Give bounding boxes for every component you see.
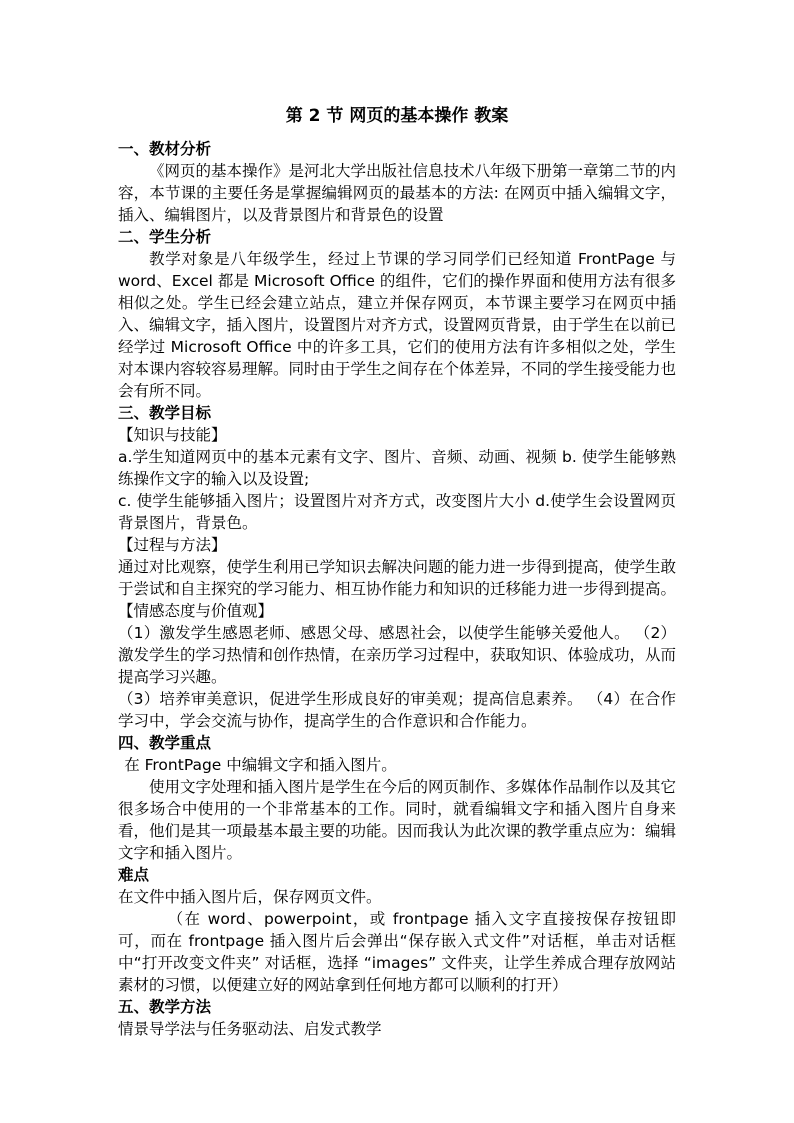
- label-attitude-values: 【情感态度与价值观】: [118, 602, 274, 620]
- section-heading-teaching-goals: 三、教学目标: [118, 404, 212, 422]
- section-heading-difficulty: 难点: [118, 866, 150, 884]
- section-heading-key-points: 四、教学重点: [118, 734, 212, 752]
- section-heading-student-analysis: 二、学生分析: [118, 228, 212, 246]
- label-process-method: 【过程与方法】: [118, 536, 227, 554]
- paragraph-difficulty-detail: （在 word、powerpoint，或 frontpage 插入文字直接按保存按钮即可，而在 frontpage 插入图片后会弹出“保存嵌入式文件”对话框，单击对话框中“打开改变文件夹” 对话框，选择 “images” 文件夹，让学生养成合理存放网站素材的习惯，以便建立好的网站拿到任何地方都可以顺利的打开）: [118, 910, 676, 994]
- paragraph-process-method: 通过对比观察，使学生利用已学知识去解决问题的能力进一步得到提高，使学生敢于尝试和自主探究的学习能力、相互协作能力和知识的迁移能力进一步得到提高。: [118, 558, 677, 598]
- section-heading-teaching-methods: 五、教学方法: [118, 998, 212, 1016]
- paragraph-knowledge-2: c. 使学生能够插入图片；设置图片对齐方式，改变图片大小 d.使学生会设置网页背景图片，背景色。: [118, 492, 676, 532]
- paragraph-teaching-methods: 情景导学法与任务驱动法、启发式教学: [118, 1020, 382, 1038]
- paragraph-knowledge-1: a.学生知道网页中的基本元素有文字、图片、音频、动画、视频 b. 使学生能够熟练操作文字的输入以及设置;: [118, 448, 676, 488]
- paragraph-attitude-1: （1）激发学生感恩老师、感恩父母、感恩社会，以使学生能够关爱他人。 （2）激发学生的学习热情和创作热情，在亲历学习过程中，获取知识、体验成功，从而提高学习兴趣。: [118, 624, 677, 686]
- document-title: 第 2 节 网页的基本操作 教案: [285, 106, 509, 126]
- paragraph-student-analysis: 教学对象是八年级学生，经过上节课的学习同学们已经知道 FrontPage 与 word、Excel 都是 Microsoft Office 的组件，它们的操作界面和使用方法有很多相似之处。学生已经会建立站点，建立并保存网页，本节课主要学习在网页中插入、编辑文字，插入图片，设置图片对齐方式，设置网页背景，由于学生在以前已经学过 Microsoft Office 中的许多工具，它们的使用方法有许多相似之处，学生对本课内容较容易理解。同时由于学生之间存在个体差异，不同的学生接受能力也会有所不同。: [118, 250, 677, 400]
- paragraph-key-point: 在 FrontPage 中编辑文字和插入图片。: [124, 756, 397, 774]
- paragraph-textbook-analysis: 《网页的基本操作》是河北大学出版社信息技术八年级下册第一章第二节的内容，本节课的主要任务是掌握编辑网页的最基本的方法: 在网页中插入编辑文字，插入、编辑图片，以及背景图片和背景色的设置: [118, 162, 677, 224]
- paragraph-attitude-2: （3）培养审美意识，促进学生形成良好的审美观；提高信息素养。 （4）在合作学习中，学会交流与协作，提高学生的合作意识和合作能力。: [118, 690, 676, 730]
- section-heading-textbook-analysis: 一、教材分析: [118, 140, 212, 158]
- paragraph-key-point-detail: 使用文字处理和插入图片是学生在今后的网页制作、多媒体作品制作以及其它很多场合中使用的一个非常基本的工作。同时，就看编辑文字和插入图片自身来看，他们是其一项最基本最主要的功能。因而我认为此次课的教学重点应为：编辑文字和插入图片。: [118, 778, 677, 862]
- document-body: [118, 102, 676, 1040]
- label-knowledge-skills: 【知识与技能】: [118, 426, 227, 444]
- paragraph-difficulty: 在文件中插入图片后，保存网页文件。: [118, 888, 382, 906]
